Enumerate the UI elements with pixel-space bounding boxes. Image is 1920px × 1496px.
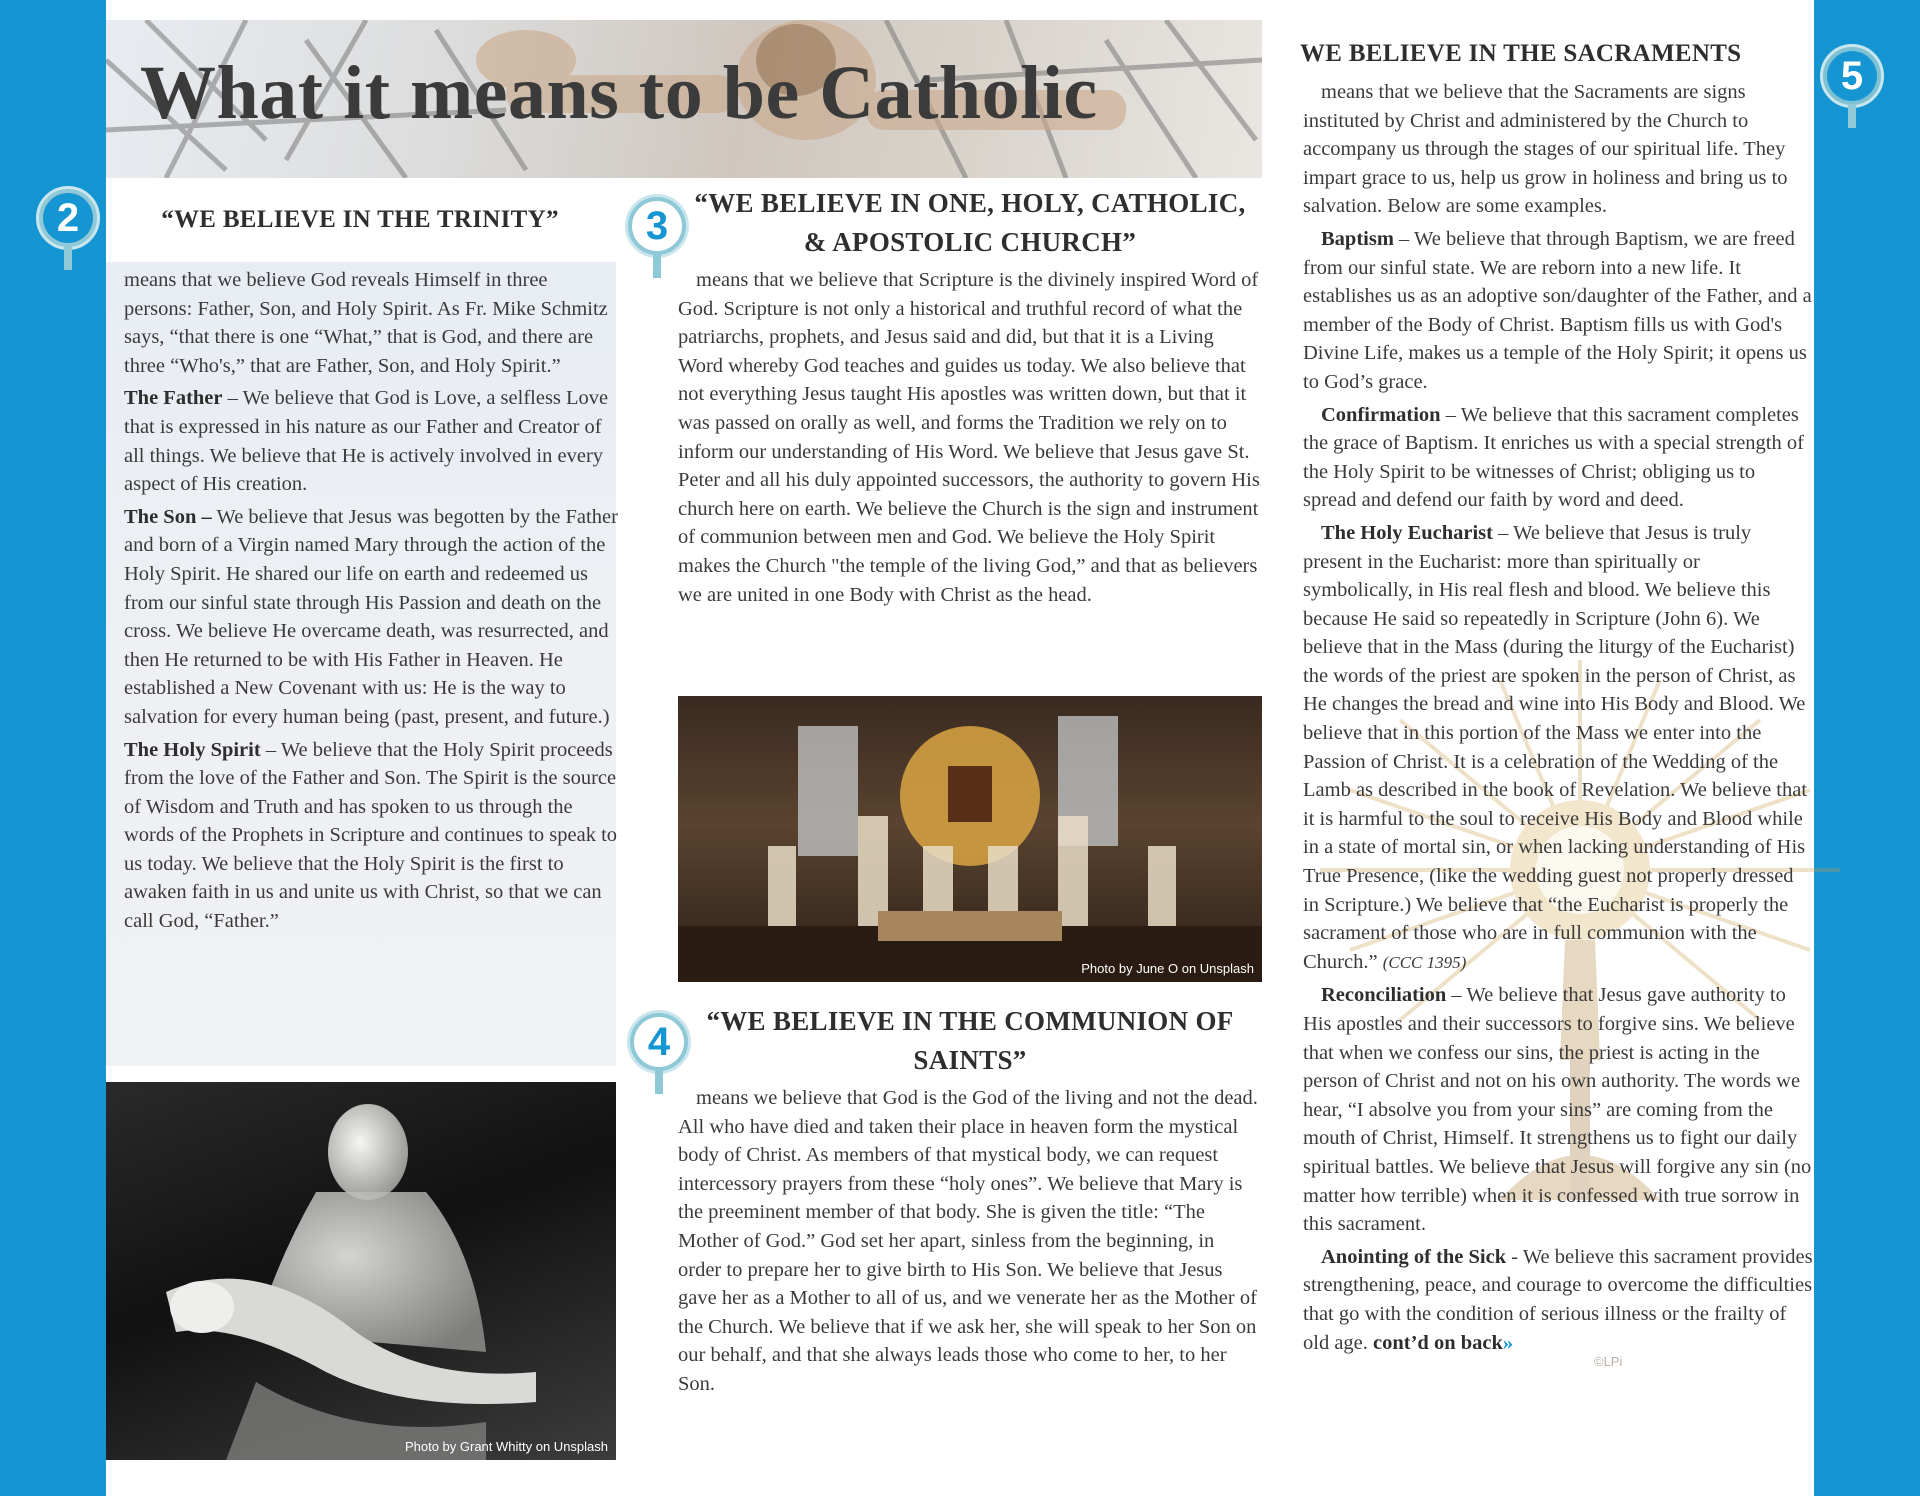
pieta-photo — [106, 1082, 616, 1460]
trinity-father: The Father – We believe that God is Love, a selfless Love that is expressed in his nature as our Father and Creator of all things. We believe that He is actively involved in every aspect of His creation. — [124, 387, 609, 496]
trinity-heading: “WE BELIEVE IN THE TRINITY” — [161, 206, 559, 233]
sacraments-intro: means that we believe that the Sacraments are signs instituted by Christ and administered by the Church to accompany us through the stages of our spiritual life. They impart grace to us, help us grow in holiness and bring us to salvation. Below are some examples. — [1303, 81, 1788, 218]
section-5-badge — [1820, 44, 1884, 128]
sacrament-reconciliation: Reconciliation – We believe that Jesus gave authority to His apostles and their successors to forgive sins. We believe that when we confess our sins, the priest is acting in the person of Christ and not on his own authority. The words we hear, “I absolve you from your sins” are coming from the mouth of Christ, Himself. It strengthens us to fight our daily spiritual battles. We believe that Jesus will forgive any sin (no matter how terrible) when it is confessed with true sorrow in this sacrament. — [1303, 984, 1812, 1236]
trinity-intro: means that we believe God reveals Himself in three persons: Father, Son, and Holy Spirit. As Fr. Mike Schmitz says, “that there is one “What,” that is God, and there are three “Who's,” that are Father, Son, and Holy Spirit.” — [124, 269, 608, 377]
section-5-number: 5 — [1827, 51, 1877, 101]
section-3-number: 3 — [632, 201, 682, 251]
church-heading: “WE BELIEVE IN ONE, HOLY, CATHOLIC, & APOSTOLIC CHURCH” — [694, 188, 1246, 257]
sacrament-baptism: Baptism – We believe that through Baptism, we are freed from our sinful state. We are reborn into a new life. It establishes us as an adoptive son/daughter of the Father, and a member of the Body of Christ. Baptism fills us with God's Divine Life, makes us a temple of the Holy Spirit; it opens us to God’s grace. — [1303, 227, 1812, 393]
trinity-body — [124, 266, 618, 940]
section-2-badge — [36, 186, 100, 270]
trinity-spirit: The Holy Spirit – We believe that the Holy Spirit proceeds from the love of the Father and Son. The Spirit is the source of Wisdom and Truth and has spoken to us through the words of the Prophets in Scripture and continues to speak to us today. We believe that the Holy Spirit is the first to awaken faith in us and unite us with Christ, so that we can call God, “Father.” — [124, 738, 618, 933]
saints-heading: “WE BELIEVE IN THE COMMUNION OF SAINTS” — [706, 1006, 1234, 1075]
sacrament-eucharist: The Holy Eucharist – We believe that Jesus is truly present in the Eucharist: more than spiritually or symbolically, in His real flesh and blood. We believe this because He said so repeatedly in Scripture (John 6). We believe that in the Mass (during the liturgy of the Eucharist) the words of the priest are spoken in the person of Christ, as He changes the bread and wine into His Body and Blood. We believe that in this portion of the Mass we enter into the Passion of Christ. It is a celebration of the Wedding of the Lamb as described in the book of Revelation. We believe that it is harmful to the soul to receive His Body and Blood while in a state of mortal sin, or when lacking understanding of His True Presence, (like the wedding guest not properly dressed in Scripture.) We believe that “the Eucharist is properly the sacrament of those who are in full communion with the Church.” (CCC 1395) — [1303, 521, 1808, 973]
continue-arrow-icon: » — [1502, 1331, 1514, 1354]
saints-body: means we believe that God is the God of the living and not the dead. All who have died and taken their place in heaven form the mystical body of Christ. As members of that mystical body, we can request intercessory prayers from these “holy ones”. We believe that Mary is the preeminent member of that body. She is given the title: “The Mother of God.” God set her apart, sinless from the beginning, in order to prepare her to give birth to His Son. We believe that Jesus gave her as a Mother to all of us, and we venerate her as the Mother of the Church. We believe that if we ask her, she will speak to her Son on our behalf, and that she always leads those who come to her, to her Son. — [678, 1087, 1258, 1395]
section-2-number: 2 — [43, 193, 93, 243]
section-4-number: 4 — [634, 1017, 684, 1067]
pieta-photo-caption: Photo by Grant Whitty on Unsplash — [404, 1439, 608, 1454]
trinity-son: The Son – We believe that Jesus was begotten by the Father and born of a Virgin named Mary through the action of the Holy Spirit. He shared our life on earth and redeemed us from our sinful state through His Passion and death on the cross. We believe He overcame death, was resurrected, and then He returned to be with His Father in Heaven. He established a New Covenant with us: He is the way to salvation for every human being (past, present, and future.) — [124, 505, 618, 728]
altar-photo-caption: Photo by June O on Unsplash — [1081, 961, 1254, 976]
sacraments-body — [1303, 78, 1813, 1361]
sacrament-anointing: Anointing of the Sick - We believe this sacrament provides strengthening, peace, and courage to overcome the difficulties that go with the condition of serious illness or the frailty of old age. cont’d on back» — [1303, 1245, 1813, 1354]
sacraments-heading: WE BELIEVE IN THE SACRAMENTS — [1300, 40, 1742, 67]
church-body: means that we believe that Scripture is the divinely inspired Word of God. Scripture is not only a historical and truthful record of what the patriarchs, prophets, and Jesus said and did, but that it is a Living Word whereby God teaches and guides us today. We also believe that not everything Jesus taught His apostles was written down, but that it was passed on orally as well, and forms the Tradition we rely on to inform our understanding of His Word. We believe that Jesus gave St. Peter and all his duly appointed successors, the authority to govern His church here on earth. We believe the Church is the sign and instrument of communion between men and God. We believe the Holy Spirit makes the Church "the temple of the living God,” and that as believers we are united in one Body with Christ as the head. — [678, 269, 1260, 606]
sacrament-confirmation: Confirmation – We believe that this sacrament completes the grace of Baptism. It enriches us with a special strength of the Holy Spirit to be witnesses of Christ; obliging us to spread and defend our faith by word and deed. — [1303, 403, 1804, 512]
continued-on-back: cont’d on back — [1373, 1331, 1503, 1354]
altar-photo — [678, 696, 1262, 982]
page-title: What it means to be Catholic — [140, 51, 1098, 135]
copyright-mark: ©LPi — [1594, 1354, 1623, 1369]
